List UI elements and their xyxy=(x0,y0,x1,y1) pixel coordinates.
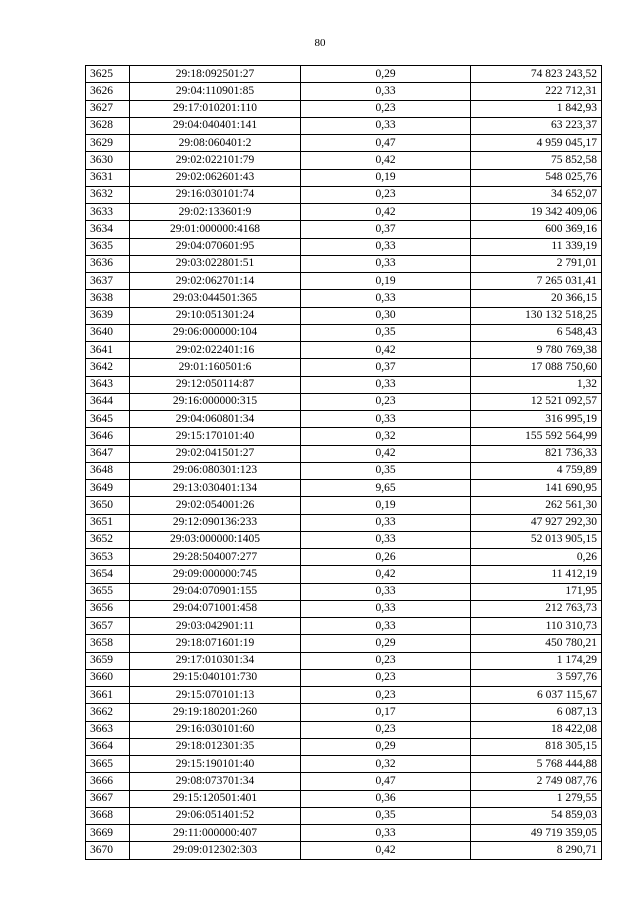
row-number-cell: 3640 xyxy=(86,324,130,341)
table-row xyxy=(86,66,602,83)
value-cell: 262 561,30 xyxy=(471,497,602,514)
coefficient-cell: 0,42 xyxy=(301,152,471,169)
table-body xyxy=(86,66,602,860)
value-cell: 4 959 045,17 xyxy=(471,135,602,152)
coefficient-cell: 0,33 xyxy=(301,255,471,272)
table-row xyxy=(86,152,602,169)
value-cell: 548 025,76 xyxy=(471,169,602,186)
table-row xyxy=(86,135,602,152)
coefficient-cell: 0,32 xyxy=(301,756,471,773)
row-number-cell: 3643 xyxy=(86,376,130,393)
row-number-cell: 3648 xyxy=(86,462,130,479)
value-cell: 212 763,73 xyxy=(471,600,602,617)
cadastral-number-cell: 29:15:170101:40 xyxy=(130,428,301,445)
value-cell: 1,32 xyxy=(471,376,602,393)
cadastral-number-cell: 29:19:180201:260 xyxy=(130,704,301,721)
cadastral-number-cell: 29:03:022801:51 xyxy=(130,255,301,272)
value-cell: 818 305,15 xyxy=(471,738,602,755)
coefficient-cell: 0,35 xyxy=(301,807,471,824)
row-number-cell: 3665 xyxy=(86,756,130,773)
table-row xyxy=(86,514,602,531)
table-row xyxy=(86,721,602,738)
cadastral-number-cell: 29:09:000000:745 xyxy=(130,566,301,583)
row-number-cell: 3634 xyxy=(86,221,130,238)
cadastral-number-cell: 29:10:051301:24 xyxy=(130,307,301,324)
row-number-cell: 3670 xyxy=(86,842,130,859)
row-number-cell: 3666 xyxy=(86,773,130,790)
row-number-cell: 3651 xyxy=(86,514,130,531)
coefficient-cell: 0,33 xyxy=(301,514,471,531)
value-cell: 75 852,58 xyxy=(471,152,602,169)
coefficient-cell: 0,19 xyxy=(301,273,471,290)
coefficient-cell: 0,37 xyxy=(301,221,471,238)
value-cell: 600 369,16 xyxy=(471,221,602,238)
row-number-cell: 3642 xyxy=(86,359,130,376)
row-number-cell: 3647 xyxy=(86,445,130,462)
coefficient-cell: 0,33 xyxy=(301,825,471,842)
value-cell: 63 223,37 xyxy=(471,117,602,134)
table-row xyxy=(86,825,602,842)
coefficient-cell: 0,29 xyxy=(301,738,471,755)
cadastral-number-cell: 29:08:060401:2 xyxy=(130,135,301,152)
cadastral-number-cell: 29:15:190101:40 xyxy=(130,756,301,773)
coefficient-cell: 0,47 xyxy=(301,135,471,152)
table-row xyxy=(86,566,602,583)
value-cell: 74 823 243,52 xyxy=(471,66,602,83)
row-number-cell: 3661 xyxy=(86,687,130,704)
value-cell: 18 422,08 xyxy=(471,721,602,738)
value-cell: 1 174,29 xyxy=(471,652,602,669)
data-table xyxy=(85,65,602,860)
cadastral-number-cell: 29:04:070901:155 xyxy=(130,583,301,600)
cadastral-number-cell: 29:02:022101:79 xyxy=(130,152,301,169)
row-number-cell: 3669 xyxy=(86,825,130,842)
row-number-cell: 3636 xyxy=(86,255,130,272)
row-number-cell: 3668 xyxy=(86,807,130,824)
table-row xyxy=(86,652,602,669)
table-row xyxy=(86,669,602,686)
coefficient-cell: 0,29 xyxy=(301,66,471,83)
row-number-cell: 3656 xyxy=(86,600,130,617)
row-number-cell: 3658 xyxy=(86,635,130,652)
cadastral-number-cell: 29:01:000000:4168 xyxy=(130,221,301,238)
value-cell: 6 037 115,67 xyxy=(471,687,602,704)
cadastral-number-cell: 29:18:092501:27 xyxy=(130,66,301,83)
value-cell: 1 279,55 xyxy=(471,790,602,807)
row-number-cell: 3660 xyxy=(86,669,130,686)
cadastral-number-cell: 29:04:110901:85 xyxy=(130,83,301,100)
table-row xyxy=(86,549,602,566)
cadastral-number-cell: 29:04:040401:141 xyxy=(130,117,301,134)
table-row xyxy=(86,359,602,376)
cadastral-number-cell: 29:03:042901:11 xyxy=(130,618,301,635)
value-cell: 155 592 564,99 xyxy=(471,428,602,445)
row-number-cell: 3628 xyxy=(86,117,130,134)
table-row xyxy=(86,445,602,462)
coefficient-cell: 9,65 xyxy=(301,480,471,497)
coefficient-cell: 0,33 xyxy=(301,618,471,635)
cadastral-number-cell: 29:02:062601:43 xyxy=(130,169,301,186)
table-row xyxy=(86,290,602,307)
cadastral-number-cell: 29:06:080301:123 xyxy=(130,462,301,479)
value-cell: 52 013 905,15 xyxy=(471,531,602,548)
row-number-cell: 3650 xyxy=(86,497,130,514)
table-row xyxy=(86,704,602,721)
cadastral-number-cell: 29:16:000000:315 xyxy=(130,393,301,410)
row-number-cell: 3639 xyxy=(86,307,130,324)
value-cell: 7 265 031,41 xyxy=(471,273,602,290)
table-row xyxy=(86,738,602,755)
table-row xyxy=(86,687,602,704)
table-row xyxy=(86,273,602,290)
row-number-cell: 3645 xyxy=(86,411,130,428)
row-number-cell: 3626 xyxy=(86,83,130,100)
coefficient-cell: 0,33 xyxy=(301,600,471,617)
cadastral-number-cell: 29:01:160501:6 xyxy=(130,359,301,376)
table-row xyxy=(86,238,602,255)
value-cell: 49 719 359,05 xyxy=(471,825,602,842)
table-row xyxy=(86,169,602,186)
cadastral-number-cell: 29:28:504007:277 xyxy=(130,549,301,566)
coefficient-cell: 0,23 xyxy=(301,393,471,410)
value-cell: 450 780,21 xyxy=(471,635,602,652)
coefficient-cell: 0,29 xyxy=(301,635,471,652)
table-row xyxy=(86,186,602,203)
value-cell: 3 597,76 xyxy=(471,669,602,686)
value-cell: 34 652,07 xyxy=(471,186,602,203)
table-row xyxy=(86,462,602,479)
table-row xyxy=(86,376,602,393)
table-row xyxy=(86,531,602,548)
coefficient-cell: 0,35 xyxy=(301,462,471,479)
cadastral-number-cell: 29:11:000000:407 xyxy=(130,825,301,842)
coefficient-cell: 0,33 xyxy=(301,376,471,393)
table-row xyxy=(86,756,602,773)
row-number-cell: 3627 xyxy=(86,100,130,117)
table-row xyxy=(86,204,602,221)
row-number-cell: 3629 xyxy=(86,135,130,152)
coefficient-cell: 0,33 xyxy=(301,83,471,100)
row-number-cell: 3646 xyxy=(86,428,130,445)
cadastral-number-cell: 29:04:071001:458 xyxy=(130,600,301,617)
coefficient-cell: 0,33 xyxy=(301,531,471,548)
coefficient-cell: 0,19 xyxy=(301,497,471,514)
value-cell: 6 087,13 xyxy=(471,704,602,721)
coefficient-cell: 0,33 xyxy=(301,411,471,428)
coefficient-cell: 0,42 xyxy=(301,842,471,859)
coefficient-cell: 0,23 xyxy=(301,186,471,203)
cadastral-number-cell: 29:06:000000:104 xyxy=(130,324,301,341)
page-number: 80 xyxy=(314,37,326,49)
value-cell: 316 995,19 xyxy=(471,411,602,428)
table-row xyxy=(86,117,602,134)
coefficient-cell: 0,23 xyxy=(301,721,471,738)
value-cell: 821 736,33 xyxy=(471,445,602,462)
coefficient-cell: 0,42 xyxy=(301,342,471,359)
row-number-cell: 3635 xyxy=(86,238,130,255)
cadastral-number-cell: 29:03:044501:365 xyxy=(130,290,301,307)
value-cell: 4 759,89 xyxy=(471,462,602,479)
value-cell: 110 310,73 xyxy=(471,618,602,635)
coefficient-cell: 0,19 xyxy=(301,169,471,186)
coefficient-cell: 0,30 xyxy=(301,307,471,324)
coefficient-cell: 0,33 xyxy=(301,583,471,600)
cadastral-number-cell: 29:02:022401:16 xyxy=(130,342,301,359)
cadastral-number-cell: 29:12:050114:87 xyxy=(130,376,301,393)
coefficient-cell: 0,33 xyxy=(301,238,471,255)
table-row xyxy=(86,221,602,238)
table-row xyxy=(86,480,602,497)
row-number-cell: 3644 xyxy=(86,393,130,410)
row-number-cell: 3637 xyxy=(86,273,130,290)
value-cell: 6 548,43 xyxy=(471,324,602,341)
coefficient-cell: 0,42 xyxy=(301,204,471,221)
table-row xyxy=(86,393,602,410)
table-row xyxy=(86,790,602,807)
value-cell: 11 412,19 xyxy=(471,566,602,583)
cadastral-number-cell: 29:16:030101:60 xyxy=(130,721,301,738)
coefficient-cell: 0,42 xyxy=(301,566,471,583)
cadastral-number-cell: 29:02:054001:26 xyxy=(130,497,301,514)
row-number-cell: 3653 xyxy=(86,549,130,566)
value-cell: 0,26 xyxy=(471,549,602,566)
table-row xyxy=(86,255,602,272)
value-cell: 54 859,03 xyxy=(471,807,602,824)
table-row xyxy=(86,600,602,617)
row-number-cell: 3657 xyxy=(86,618,130,635)
table-row xyxy=(86,807,602,824)
coefficient-cell: 0,23 xyxy=(301,652,471,669)
row-number-cell: 3654 xyxy=(86,566,130,583)
row-number-cell: 3625 xyxy=(86,66,130,83)
value-cell: 11 339,19 xyxy=(471,238,602,255)
value-cell: 2 749 087,76 xyxy=(471,773,602,790)
cadastral-number-cell: 29:15:040101:730 xyxy=(130,669,301,686)
table-row xyxy=(86,583,602,600)
coefficient-cell: 0,23 xyxy=(301,669,471,686)
cadastral-number-cell: 29:18:012301:35 xyxy=(130,738,301,755)
table-row xyxy=(86,618,602,635)
cadastral-number-cell: 29:16:030101:74 xyxy=(130,186,301,203)
cadastral-number-cell: 29:13:030401:134 xyxy=(130,480,301,497)
row-number-cell: 3659 xyxy=(86,652,130,669)
row-number-cell: 3633 xyxy=(86,204,130,221)
coefficient-cell: 0,33 xyxy=(301,117,471,134)
cadastral-number-cell: 29:04:060801:34 xyxy=(130,411,301,428)
value-cell: 141 690,95 xyxy=(471,480,602,497)
coefficient-cell: 0,17 xyxy=(301,704,471,721)
coefficient-cell: 0,23 xyxy=(301,687,471,704)
value-cell: 47 927 292,30 xyxy=(471,514,602,531)
value-cell: 130 132 518,25 xyxy=(471,307,602,324)
cadastral-number-cell: 29:17:010301:34 xyxy=(130,652,301,669)
coefficient-cell: 0,23 xyxy=(301,100,471,117)
coefficient-cell: 0,32 xyxy=(301,428,471,445)
value-cell: 20 366,15 xyxy=(471,290,602,307)
value-cell: 9 780 769,38 xyxy=(471,342,602,359)
coefficient-cell: 0,42 xyxy=(301,445,471,462)
cadastral-number-cell: 29:15:120501:401 xyxy=(130,790,301,807)
row-number-cell: 3630 xyxy=(86,152,130,169)
value-cell: 2 791,01 xyxy=(471,255,602,272)
cadastral-number-cell: 29:04:070601:95 xyxy=(130,238,301,255)
cadastral-number-cell: 29:15:070101:13 xyxy=(130,687,301,704)
cadastral-number-cell: 29:03:000000:1405 xyxy=(130,531,301,548)
row-number-cell: 3638 xyxy=(86,290,130,307)
value-cell: 171,95 xyxy=(471,583,602,600)
table-row xyxy=(86,324,602,341)
cadastral-number-cell: 29:02:133601:9 xyxy=(130,204,301,221)
table-row xyxy=(86,342,602,359)
row-number-cell: 3641 xyxy=(86,342,130,359)
cadastral-number-cell: 29:08:073701:34 xyxy=(130,773,301,790)
row-number-cell: 3655 xyxy=(86,583,130,600)
value-cell: 19 342 409,06 xyxy=(471,204,602,221)
cadastral-number-cell: 29:02:041501:27 xyxy=(130,445,301,462)
cadastral-number-cell: 29:02:062701:14 xyxy=(130,273,301,290)
value-cell: 5 768 444,88 xyxy=(471,756,602,773)
coefficient-cell: 0,36 xyxy=(301,790,471,807)
cadastral-number-cell: 29:06:051401:52 xyxy=(130,807,301,824)
row-number-cell: 3652 xyxy=(86,531,130,548)
value-cell: 12 521 092,57 xyxy=(471,393,602,410)
cadastral-number-cell: 29:09:012302:303 xyxy=(130,842,301,859)
table-row xyxy=(86,83,602,100)
table-row xyxy=(86,635,602,652)
row-number-cell: 3664 xyxy=(86,738,130,755)
value-cell: 17 088 750,60 xyxy=(471,359,602,376)
cadastral-number-cell: 29:18:071601:19 xyxy=(130,635,301,652)
cadastral-number-cell: 29:12:090136:233 xyxy=(130,514,301,531)
table-row xyxy=(86,497,602,514)
value-cell: 222 712,31 xyxy=(471,83,602,100)
row-number-cell: 3663 xyxy=(86,721,130,738)
cadastral-number-cell: 29:17:010201:110 xyxy=(130,100,301,117)
table-row xyxy=(86,411,602,428)
coefficient-cell: 0,47 xyxy=(301,773,471,790)
table-row xyxy=(86,100,602,117)
value-cell: 1 842,93 xyxy=(471,100,602,117)
coefficient-cell: 0,26 xyxy=(301,549,471,566)
row-number-cell: 3631 xyxy=(86,169,130,186)
coefficient-cell: 0,33 xyxy=(301,290,471,307)
row-number-cell: 3667 xyxy=(86,790,130,807)
row-number-cell: 3662 xyxy=(86,704,130,721)
table-row xyxy=(86,842,602,859)
table-row xyxy=(86,307,602,324)
value-cell: 8 290,71 xyxy=(471,842,602,859)
coefficient-cell: 0,35 xyxy=(301,324,471,341)
table-row xyxy=(86,428,602,445)
coefficient-cell: 0,37 xyxy=(301,359,471,376)
row-number-cell: 3649 xyxy=(86,480,130,497)
table-row xyxy=(86,773,602,790)
row-number-cell: 3632 xyxy=(86,186,130,203)
